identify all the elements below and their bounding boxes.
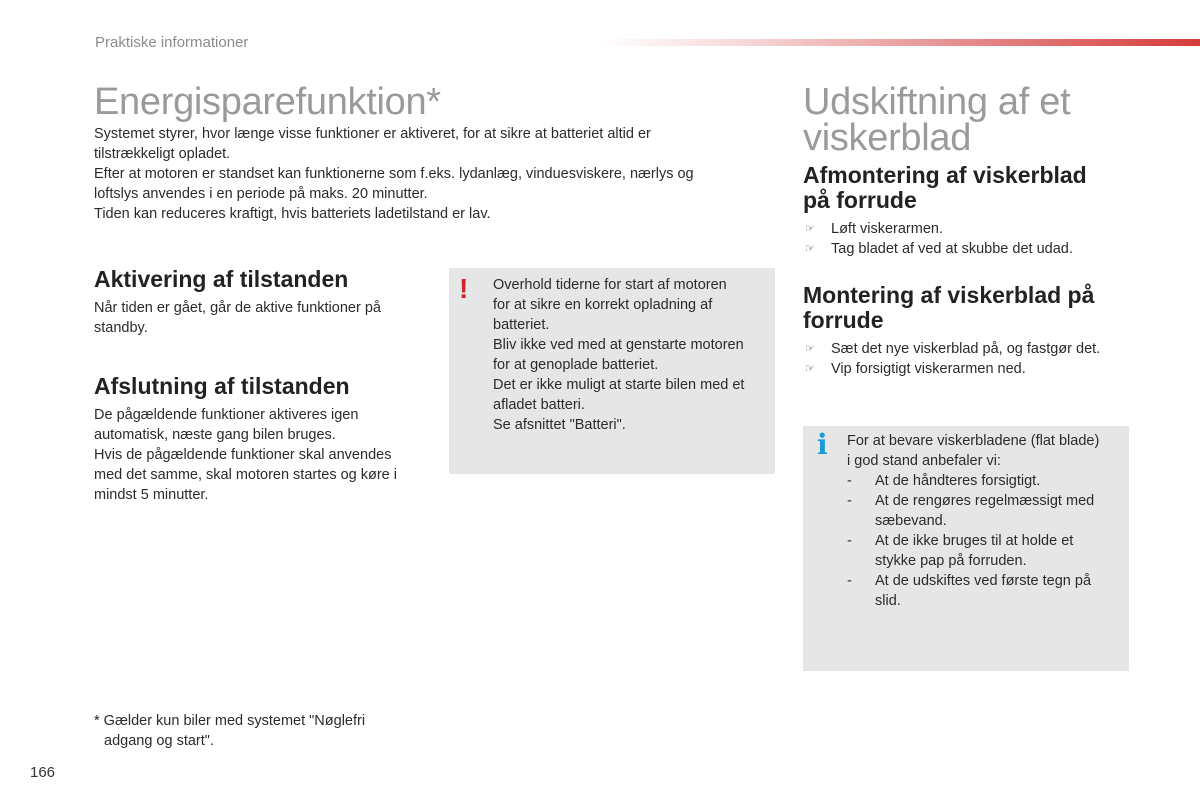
energy-intro-line: tilstrækkeligt opladet.: [94, 146, 231, 162]
removal-step-text: Løft viskerarmen.: [831, 221, 943, 237]
energy-intro-line: Systemet styrer, hvor længe visse funktioner er aktiveret, for at sikre at batteriet altid er: [94, 126, 651, 142]
energy-intro: [94, 124, 754, 224]
energy-intro-line: loftslys anvendes i en periode på maks. 20 minutter.: [94, 186, 428, 202]
removal-step: [803, 219, 1183, 239]
info-item-line: At de rengøres regelmæssigt med: [875, 493, 1095, 509]
info-item-line: At de håndteres forsigtigt.: [875, 473, 1041, 489]
activation-heading: Aktivering af tilstanden: [94, 266, 349, 292]
pointing-hand-icon: ☞: [805, 223, 815, 235]
energy-intro-line: Efter at motoren er standset kan funktionerne som f.eks. lydanlæg, vinduesviskere, nærlys og: [94, 166, 694, 182]
removal-step-text: Tag bladet af ved at skubbe det udad.: [831, 241, 1073, 257]
header-rule: [600, 39, 1200, 46]
warning-line: Det er ikke muligt at starte bilen med et: [493, 377, 745, 393]
mounting-heading-line: Montering af viskerblad på: [803, 282, 1095, 308]
pointing-hand-icon: ☞: [805, 243, 815, 255]
running-header: Praktiske informationer: [95, 34, 249, 51]
dash-bullet: -: [847, 573, 852, 589]
mounting-step-text: Vip forsigtigt viskerarmen ned.: [831, 361, 1026, 377]
footnote-line: adgang og start".: [104, 733, 214, 749]
info-item-line: sæbevand.: [875, 513, 947, 529]
dash-bullet: -: [847, 473, 852, 489]
mounting-step: [803, 359, 1183, 379]
info-text: [847, 431, 1122, 611]
warning-line: batteriet.: [493, 317, 550, 333]
warning-line: for at genoplade batteriet.: [493, 357, 659, 373]
mounting-step-text: Sæt det nye viskerblad på, og fastgør det.: [831, 341, 1101, 357]
page-number: 166: [30, 764, 56, 781]
pointing-hand-icon: ☞: [805, 363, 815, 375]
wiper-title: [803, 81, 1183, 159]
deactivation-line: mindst 5 minutter.: [94, 487, 209, 503]
info-item: [847, 531, 1122, 571]
warning-line: Overhold tiderne for start af motoren: [493, 277, 727, 293]
deactivation-text: [94, 405, 434, 505]
footnote: [94, 711, 434, 751]
info-intro-line: i god stand anbefaler vi:: [847, 453, 1001, 469]
warning-text: [493, 275, 768, 435]
warning-line: Bliv ikke ved med at genstarte motoren: [493, 337, 744, 353]
wiper-title-line: Udskiftning af et: [803, 81, 1071, 123]
warning-line: Se afsnittet "Batteri".: [493, 417, 626, 433]
energy-title: Energisparefunktion*: [94, 81, 441, 123]
info-list: [847, 471, 1122, 611]
mounting-heading: [803, 283, 1183, 333]
removal-heading: [803, 163, 1183, 213]
info-icon: i: [817, 428, 828, 461]
mounting-steps: [803, 339, 1183, 379]
deactivation-line: med det samme, skal motoren startes og køre i: [94, 467, 397, 483]
dash-bullet: -: [847, 533, 852, 549]
info-item-line: slid.: [875, 593, 901, 609]
pointing-hand-icon: ☞: [805, 343, 815, 355]
warning-line: for at sikre en korrekt opladning af: [493, 297, 713, 313]
mounting-heading-line: forrude: [803, 307, 884, 333]
info-item: [847, 491, 1122, 531]
wiper-title-line: viskerblad: [803, 117, 972, 159]
removal-step: [803, 239, 1183, 259]
info-item-line: stykke pap på forruden.: [875, 553, 1027, 569]
dash-bullet: -: [847, 493, 852, 509]
footnote-line: * Gælder kun biler med systemet "Nøglefri: [94, 713, 366, 729]
info-item: [847, 471, 1122, 491]
activation-line: standby.: [94, 320, 148, 336]
deactivation-line: De pågældende funktioner aktiveres igen: [94, 407, 359, 423]
removal-heading-line: på forrude: [803, 187, 917, 213]
info-item-line: At de ikke bruges til at holde et: [875, 533, 1074, 549]
removal-steps: [803, 219, 1183, 259]
deactivation-line: automatisk, næste gang bilen bruges.: [94, 427, 336, 443]
energy-intro-line: Tiden kan reduceres kraftigt, hvis batteriets ladetilstand er lav.: [94, 206, 491, 222]
info-intro-line: For at bevare viskerbladene (flat blade): [847, 433, 1100, 449]
activation-text: [94, 298, 434, 338]
exclamation-icon: !: [459, 273, 469, 304]
activation-line: Når tiden er gået, går de aktive funktioner på: [94, 300, 381, 316]
mounting-step: [803, 339, 1183, 359]
deactivation-line: Hvis de pågældende funktioner skal anvendes: [94, 447, 392, 463]
removal-heading-line: Afmontering af viskerblad: [803, 162, 1087, 188]
deactivation-heading: Afslutning af tilstanden: [94, 373, 350, 399]
info-item-line: At de udskiftes ved første tegn på: [875, 573, 1092, 589]
warning-line: afladet batteri.: [493, 397, 585, 413]
info-item: [847, 571, 1122, 611]
